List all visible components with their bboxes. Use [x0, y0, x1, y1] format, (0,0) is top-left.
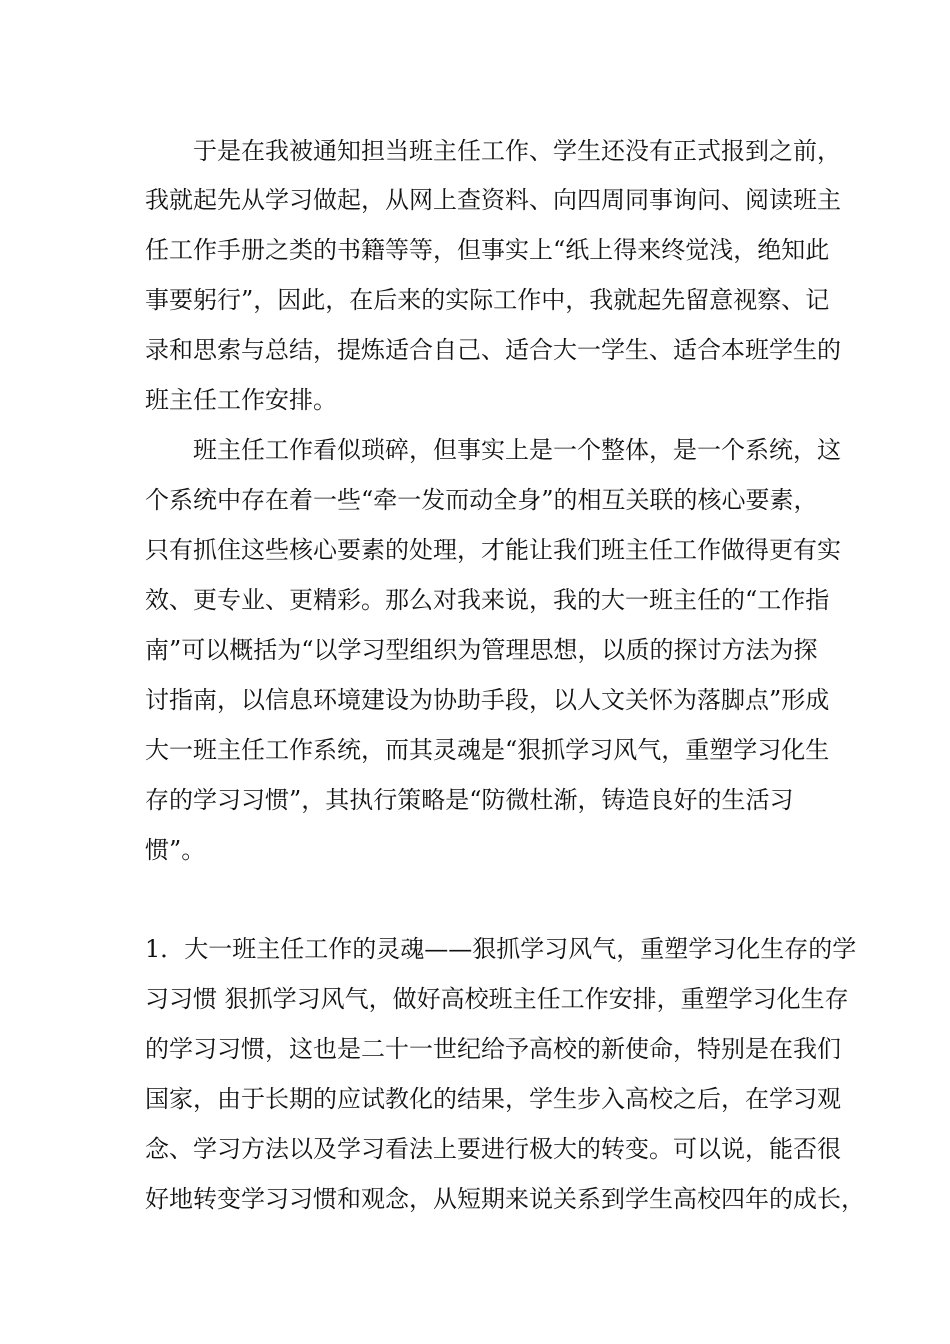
paragraph-line: 南”可以概括为“以学习型组织为管理思想，以质的探讨方法为探 [145, 636, 818, 664]
paragraph-line: 惯”。 [145, 836, 206, 864]
paragraph-line: 1．大一班主任工作的灵魂——狠抓学习风气，重塑学习化生存的学 [145, 935, 857, 963]
paragraph-line: 我就起先从学习做起，从网上查资料、向四周同事询问、阅读班主 [145, 186, 841, 214]
paragraph-line: 国家，由于长期的应试教化的结果，学生步入高校之后，在学习观 [145, 1085, 841, 1113]
paragraph-line: 班主任工作安排。 [145, 386, 337, 414]
paragraph-line: 效、更专业、更精彩。那么对我来说，我的大一班主任的“工作指 [145, 586, 830, 614]
paragraph-line: 念、学习方法以及学习看法上要进行极大的转变。可以说，能否很 [145, 1135, 841, 1163]
paragraph-line: 事要躬行”，因此，在后来的实际工作中，我就起先留意视察、记 [145, 286, 830, 314]
paragraph-line: 只有抓住这些核心要素的处理，才能让我们班主任工作做得更有实 [145, 536, 841, 564]
paragraph-line: 讨指南，以信息环境建设为协助手段，以人文关怀为落脚点”形成 [145, 686, 830, 714]
paragraph-line: 好地转变学习习惯和观念，从短期来说关系到学生高校四年的成长， [145, 1185, 865, 1213]
paragraph-line: 于是在我被通知担当班主任工作、学生还没有正式报到之前， [193, 137, 841, 165]
paragraph-line: 录和思索与总结，提炼适合自己、适合大一学生、适合本班学生的 [145, 336, 841, 364]
paragraph-line: 任工作手册之类的书籍等等，但事实上“纸上得来终觉浅，绝知此 [145, 236, 830, 264]
paragraph-line: 习习惯 狠抓学习风气，做好高校班主任工作安排，重塑学习化生存 [145, 985, 849, 1013]
paragraph-line: 大一班主任工作系统，而其灵魂是“狠抓学习风气，重塑学习化生 [145, 736, 830, 764]
paragraph-line: 的学习习惯，这也是二十一世纪给予高校的新使命，特别是在我们 [145, 1035, 841, 1063]
paragraph-line: 个系统中存在着一些“牵一发而动全身”的相互关联的核心要素， [145, 486, 818, 514]
paragraph-line: 存的学习习惯”，其执行策略是“防微杜渐，铸造良好的生活习 [145, 786, 794, 814]
paragraph-line: 班主任工作看似琐碎，但事实上是一个整体，是一个系统，这 [193, 436, 841, 464]
